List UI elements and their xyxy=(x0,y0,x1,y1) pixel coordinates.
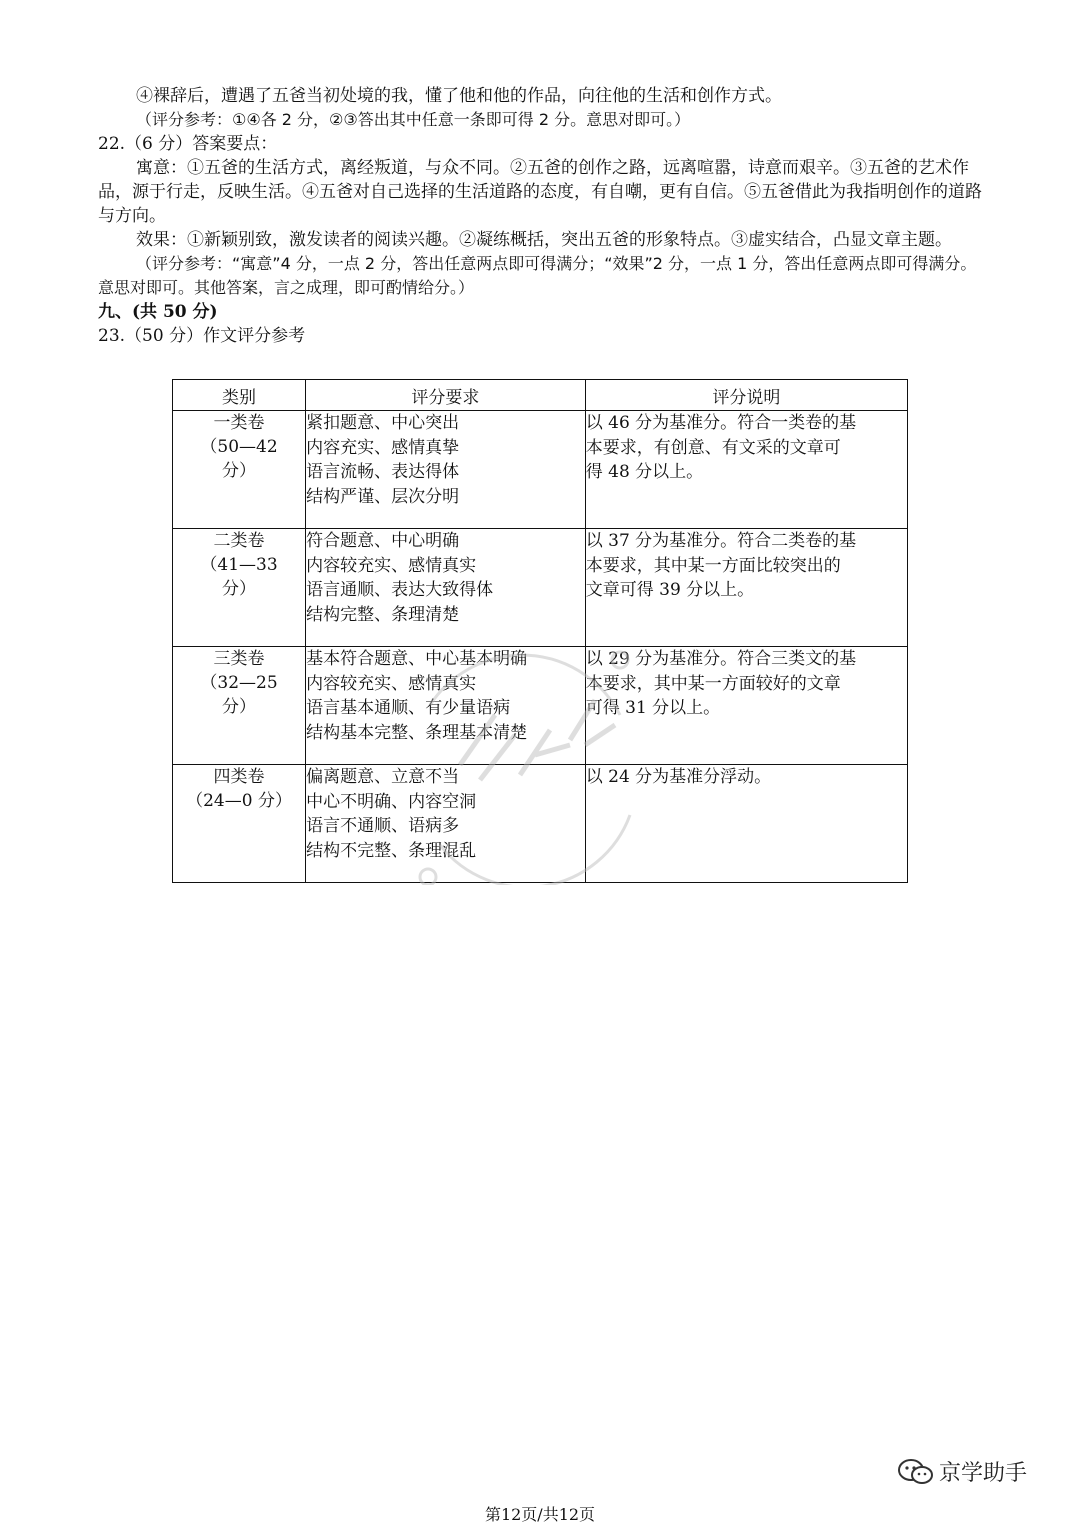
requirement-item: 紧扣题意、中心突出 xyxy=(306,413,460,433)
requirement-item: 结构严谨、层次分明 xyxy=(306,486,460,507)
requirement-item: 偏离题意、立意不当 xyxy=(306,767,460,787)
requirement-item: 语言基本通顺、有少量语病 xyxy=(306,698,511,718)
description-line: 文章可得 39 分以上。 xyxy=(585,580,755,600)
requirement-item: 中心不明确、内容空洞 xyxy=(306,791,477,812)
requirement-item: 结构基本完整、条理基本清楚 xyxy=(306,722,528,743)
category-range-end: 分） xyxy=(222,579,257,599)
description-line: 以 24 分为基准分浮动。 xyxy=(585,767,772,787)
description-line: 以 46 分为基准分。符合一类卷的基 xyxy=(585,413,857,433)
requirement-item: 内容较充实、感情真实 xyxy=(306,673,477,694)
answer-22-effect: 效果：①新颖别致，激发读者的阅读兴趣。②凝练概括，突出五爸的形象特点。③虚实结合，凸显文章主题。 xyxy=(136,230,952,250)
question-22-heading: 22.（6 分）答案要点： xyxy=(98,134,278,154)
brand-footer xyxy=(897,1456,1027,1487)
category-range: （50—42 xyxy=(200,437,278,457)
requirement-item: 语言流畅、表达得体 xyxy=(306,462,460,482)
document-body xyxy=(98,84,988,348)
brand-name: 京学助手 xyxy=(939,1461,1028,1486)
requirements-cell xyxy=(306,765,586,883)
table-row xyxy=(173,647,908,765)
requirement-item: 符合题意、中心明确 xyxy=(306,531,460,551)
requirement-item: 基本符合题意、中心基本明确 xyxy=(306,649,528,669)
requirement-item: 内容充实、感情真挚 xyxy=(306,437,460,458)
answer-22-meaning: 寓意：①五爸的生活方式，离经叛道，与众不同。②五爸的创作之路，远离喧嚣，诗意而艰辛。③五爸的艺术作品，源于行走，反映生活。④五爸对自己选择的生活道路的态度，有自嘲，更有自信。⑤五爸借此为我指明创作的道路与方向。 xyxy=(98,158,982,226)
category-cell xyxy=(173,529,306,647)
table-row xyxy=(173,765,908,883)
essay-scoring-table xyxy=(172,379,908,883)
requirement-item: 结构完整、条理清楚 xyxy=(306,604,460,625)
table-row xyxy=(173,411,908,529)
description-line: 以 29 分为基准分。符合三类文的基 xyxy=(585,649,857,669)
scoring-note-21: （评分参考：①④各 2 分，②③答出其中任意一条即可得 2 分。意思对即可。） xyxy=(136,110,691,129)
table-row xyxy=(173,529,908,647)
header-requirements: 评分要求 xyxy=(306,380,586,411)
category-cell xyxy=(173,411,306,529)
description-line: 得 48 分以上。 xyxy=(585,462,704,482)
description-line: 本要求，其中某一方面较好的文章 xyxy=(585,673,841,694)
category-range-end: 分） xyxy=(222,697,257,717)
category-range: （32—25 xyxy=(200,673,278,693)
category-range: （24—0 分） xyxy=(186,791,292,811)
table-header-row xyxy=(173,380,908,411)
description-line: 本要求，其中某一方面比较突出的 xyxy=(585,555,841,576)
description-line: 以 37 分为基准分。符合二类卷的基 xyxy=(585,531,857,551)
requirements-cell xyxy=(306,647,586,765)
page-number: 第12页/共12页 xyxy=(484,1505,596,1524)
category-cell xyxy=(173,765,306,883)
requirements-cell xyxy=(306,529,586,647)
wechat-icon xyxy=(897,1458,935,1486)
description-cell xyxy=(585,647,907,765)
category-name: 二类卷 xyxy=(213,531,265,551)
category-range-end: 分） xyxy=(222,461,257,481)
scoring-note-22: （评分参考：“寓意”4 分，一点 2 分，答出任意两点即可得满分；“效果”2 分，一点 1 分，答出任意两点即可得满分。意思对即可。其他答案，言之成理，即可酌情给分。） xyxy=(98,254,977,297)
category-name: 四类卷 xyxy=(213,767,265,787)
answer-line-4: ④裸辞后，遭遇了五爸当初处境的我，懂了他和他的作品，向往他的生活和创作方式。 xyxy=(136,86,782,106)
category-name: 三类卷 xyxy=(213,649,265,669)
requirement-item: 内容较充实、感情真实 xyxy=(306,555,477,576)
requirement-item: 语言通顺、表达大致得体 xyxy=(306,580,494,600)
description-line: 本要求，有创意、有文采的文章可 xyxy=(585,437,841,458)
header-category: 类别 xyxy=(173,380,306,411)
description-cell xyxy=(585,765,907,883)
description-line: 可得 31 分以上。 xyxy=(585,698,721,718)
question-23-heading: 23.（50 分）作文评分参考 xyxy=(98,326,306,346)
description-cell xyxy=(585,411,907,529)
requirement-item: 结构不完整、条理混乱 xyxy=(306,840,477,861)
requirement-item: 语言不通顺、语病多 xyxy=(306,816,460,836)
category-name: 一类卷 xyxy=(213,413,265,433)
requirements-cell xyxy=(306,411,586,529)
category-range: （41—33 xyxy=(200,555,278,575)
section-9-heading: 九、(共 50 分) xyxy=(98,302,218,322)
description-cell xyxy=(585,529,907,647)
header-description: 评分说明 xyxy=(585,380,907,411)
category-cell xyxy=(173,647,306,765)
